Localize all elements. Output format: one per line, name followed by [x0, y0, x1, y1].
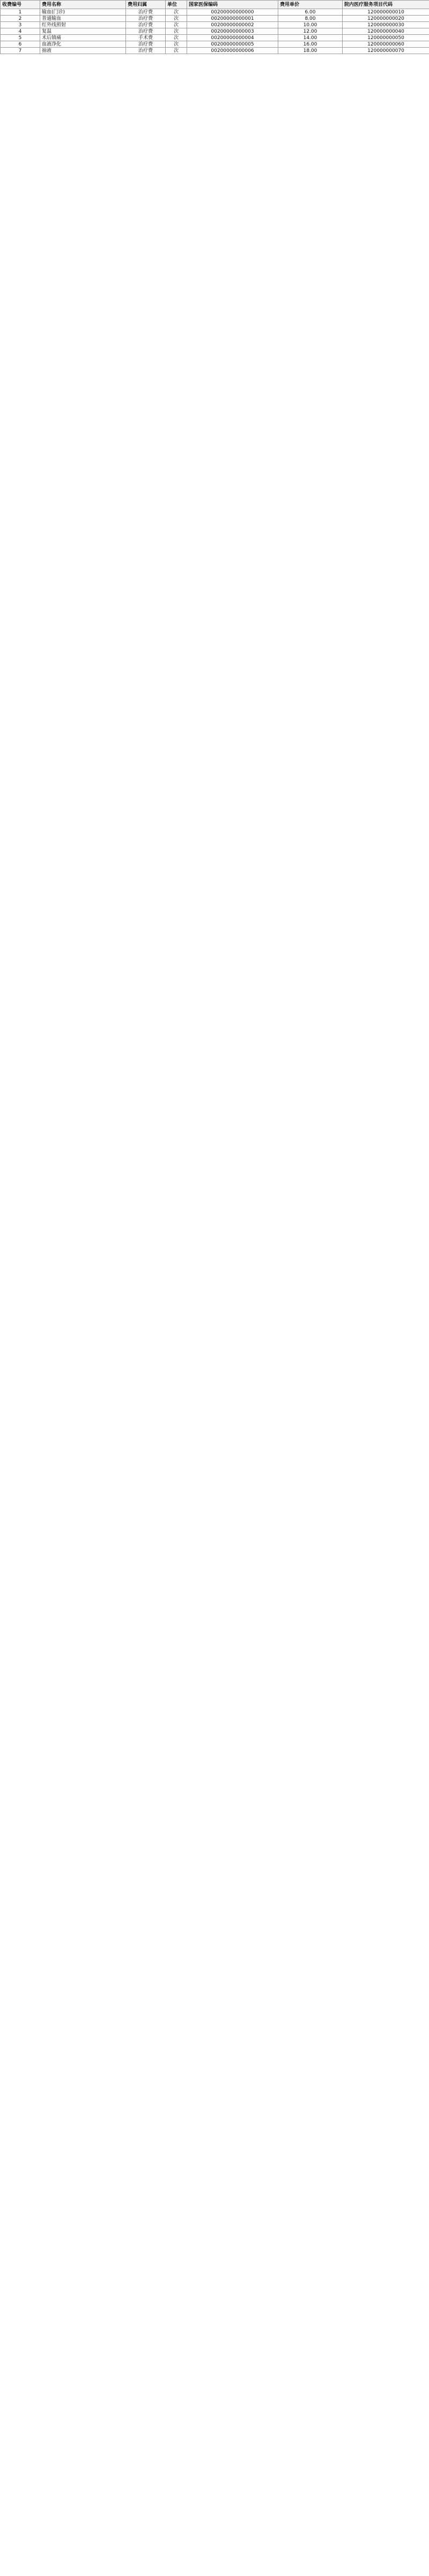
column-header: 费用单价: [278, 1, 343, 9]
table-cell: 00200000000006: [187, 48, 278, 54]
table-cell: 血液净化: [40, 41, 126, 48]
column-header: 费用归属: [126, 1, 166, 9]
table-cell: 00200000000003: [187, 28, 278, 35]
table-cell: 00200000000000: [187, 9, 278, 16]
column-header: 收费编号: [1, 1, 40, 9]
table-cell: 普通输血: [40, 16, 126, 22]
table-cell: 次: [166, 28, 187, 35]
column-header: 单位: [166, 1, 187, 9]
table-cell: 120000000060: [343, 41, 429, 48]
table-cell: 120000000040: [343, 28, 429, 35]
table-cell: 14.00: [278, 35, 343, 41]
table-row: [1, 28, 429, 35]
column-header: 国家医保编码: [187, 1, 278, 9]
table-cell: 次: [166, 41, 187, 48]
table-cell: 5: [1, 35, 40, 41]
table-cell: 输血(门诊): [40, 9, 126, 16]
table-cell: 120000000050: [343, 35, 429, 41]
table-cell: 8.00: [278, 16, 343, 22]
table-cell: 治疗费: [126, 28, 166, 35]
table-cell: 治疗费: [126, 41, 166, 48]
column-header: 院内医疗服务项目代码: [343, 1, 429, 9]
table-row: [1, 16, 429, 22]
table-cell: 120000000020: [343, 16, 429, 22]
table-cell: 6.00: [278, 9, 343, 16]
table-cell: 18.00: [278, 48, 343, 54]
table-cell: 10.00: [278, 22, 343, 28]
column-header: 费用名称: [40, 1, 126, 9]
table-cell: 抽液: [40, 48, 126, 54]
table-cell: 16.00: [278, 41, 343, 48]
table-cell: 120000000070: [343, 48, 429, 54]
table-row: [1, 9, 429, 16]
table-row: [1, 48, 429, 54]
table-cell: 120000000030: [343, 22, 429, 28]
table-cell: 6: [1, 41, 40, 48]
table-row: [1, 35, 429, 41]
table-cell: 次: [166, 16, 187, 22]
table-cell: 00200000000005: [187, 41, 278, 48]
table-cell: 2: [1, 16, 40, 22]
table-cell: 3: [1, 22, 40, 28]
table-row: [1, 41, 429, 48]
table-cell: 1: [1, 9, 40, 16]
table-cell: 次: [166, 22, 187, 28]
table-cell: 次: [166, 48, 187, 54]
table-cell: 红外线照射: [40, 22, 126, 28]
table-cell: 120000000010: [343, 9, 429, 16]
table-cell: 次: [166, 9, 187, 16]
table-cell: 7: [1, 48, 40, 54]
table-cell: 治疗费: [126, 9, 166, 16]
fee-table: [0, 0, 429, 54]
table-cell: 4: [1, 28, 40, 35]
table-cell: 12.00: [278, 28, 343, 35]
table-cell: 治疗费: [126, 22, 166, 28]
table-cell: 治疗费: [126, 48, 166, 54]
table-cell: 手术费: [126, 35, 166, 41]
table-cell: 00200000000004: [187, 35, 278, 41]
table-cell: 次: [166, 35, 187, 41]
table-cell: 复温: [40, 28, 126, 35]
table-cell: 00200000000001: [187, 16, 278, 22]
table-cell: 治疗费: [126, 16, 166, 22]
table-note: [0, 54, 429, 58]
table-cell: 术后镇痛: [40, 35, 126, 41]
table-cell: 00200000000002: [187, 22, 278, 28]
table-body: [1, 9, 429, 54]
header-row: [1, 1, 429, 9]
table-row: [1, 22, 429, 28]
